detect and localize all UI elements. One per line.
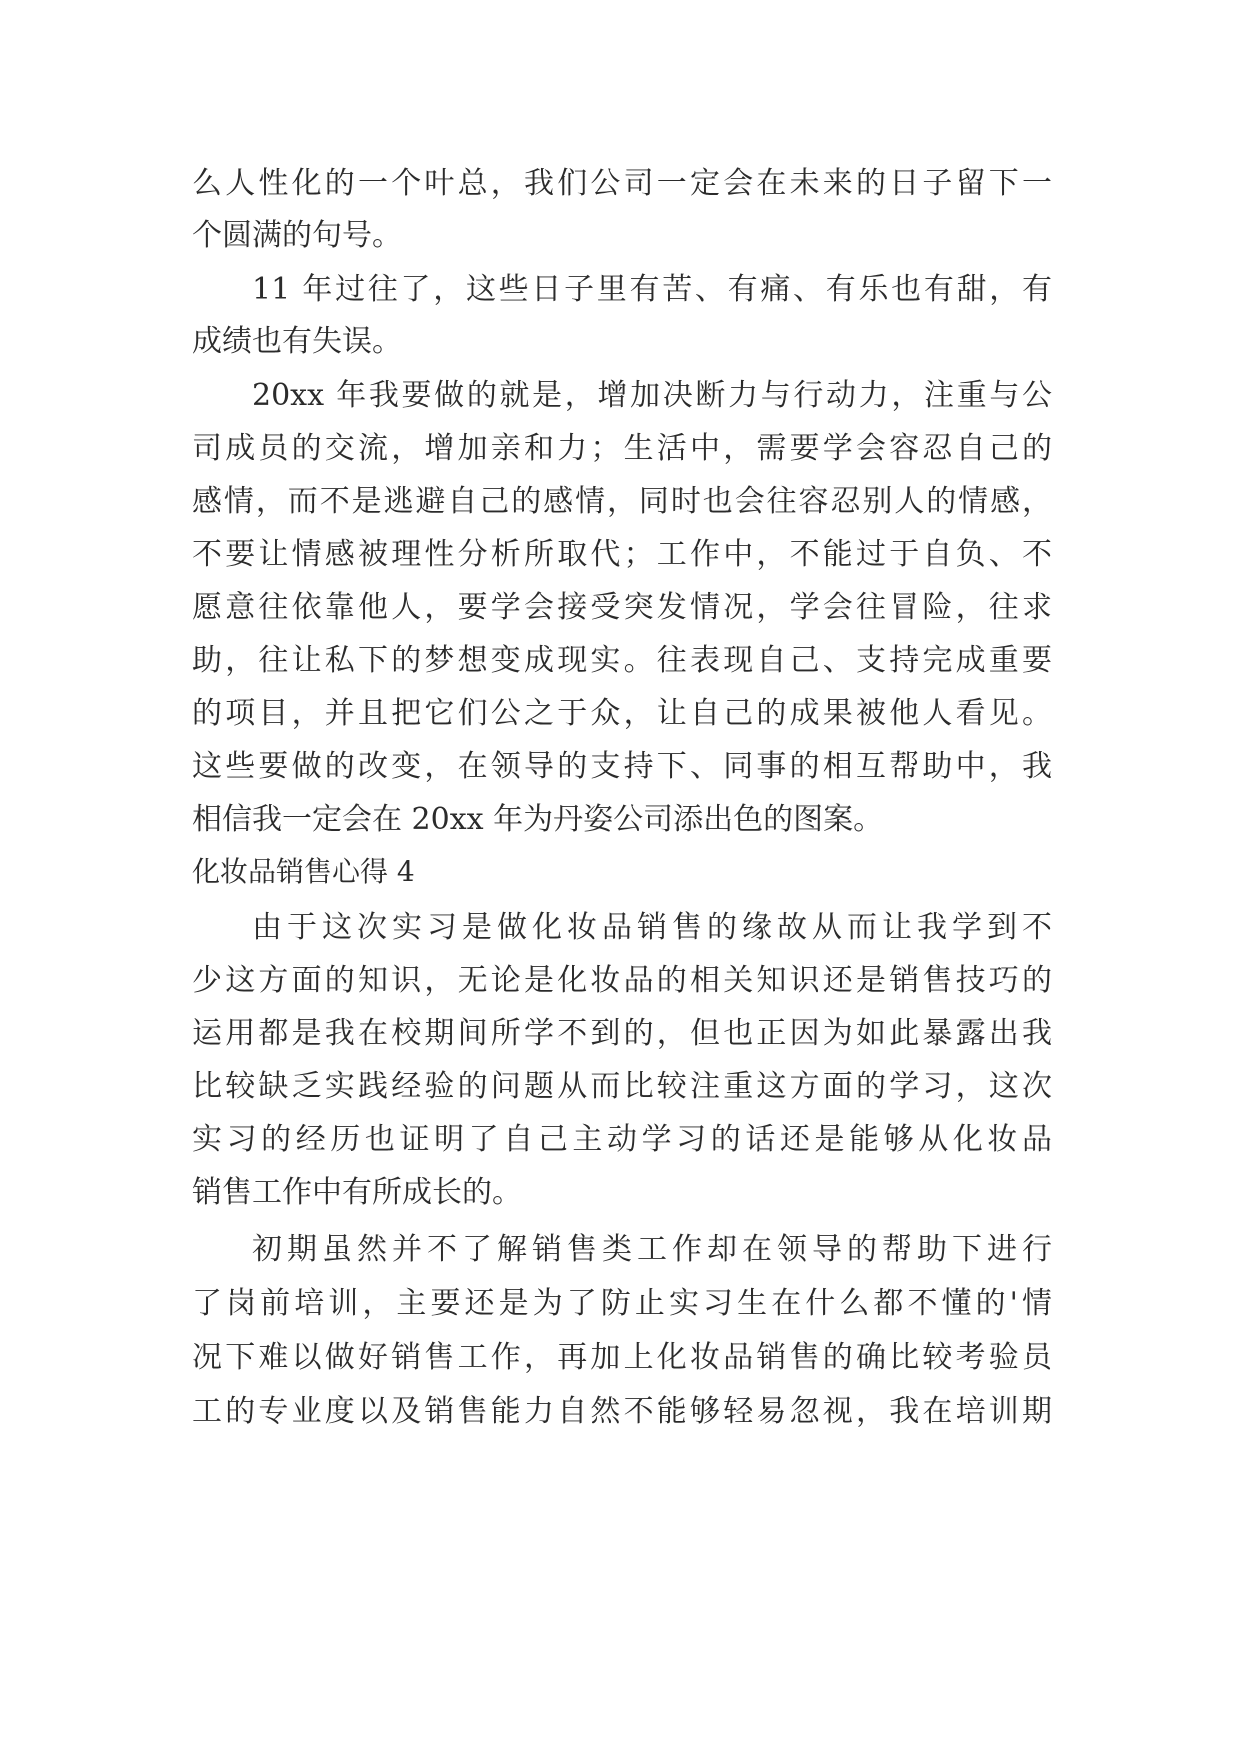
text-line: 20xx 年我要做的就是，增加决断力与行动力，注重与公	[252, 378, 1052, 413]
text-line: 不要让情感被理性分析所取代；工作中，不能过于自负、不	[192, 537, 1052, 572]
text-line: 初期虽然并不了解销售类工作却在领导的帮助下进行	[252, 1232, 1052, 1267]
text-line: 这些要做的改变，在领导的支持下、同事的相互帮助中，我	[192, 749, 1052, 784]
text-line: 成绩也有失误。	[192, 324, 402, 359]
text-line: 助，往让私下的梦想变成现实。往表现自己、支持完成重要	[192, 643, 1052, 678]
text-line: 感情，而不是逃避自己的感情，同时也会往容忍别人的情感，	[192, 484, 1052, 519]
text-line: 了岗前培训，主要还是为了防止实习生在什么都不懂的'情	[192, 1286, 1052, 1321]
text-line: 实习的经历也证明了自己主动学习的话还是能够从化妆品	[192, 1122, 1052, 1157]
text-line: 司成员的交流，增加亲和力；生活中，需要学会容忍自己的	[192, 431, 1052, 466]
text-line: 由于这次实习是做化妆品销售的缘故从而让我学到不	[252, 910, 1052, 945]
section-heading: 化妆品销售心得 4	[192, 855, 415, 888]
text-line: 11 年过往了，这些日子里有苦、有痛、有乐也有甜，有	[252, 272, 1052, 307]
text-line: 相信我一定会在 20xx 年为丹姿公司添出色的图案。	[192, 802, 884, 837]
text-line: 况下难以做好销售工作，再加上化妆品销售的确比较考验员	[192, 1340, 1052, 1375]
text-line: 工的专业度以及销售能力自然不能够轻易忽视，我在培训期	[192, 1394, 1052, 1429]
text-line: 运用都是我在校期间所学不到的，但也正因为如此暴露出我	[192, 1016, 1052, 1051]
text-line: 销售工作中有所成长的。	[192, 1175, 522, 1210]
text-line: 比较缺乏实践经验的问题从而比较注重这方面的学习，这次	[192, 1069, 1052, 1104]
text-line: 少这方面的知识，无论是化妆品的相关知识还是销售技巧的	[192, 963, 1052, 998]
text-line: 的项目，并且把它们公之于众，让自己的成果被他人看见。	[192, 696, 1052, 731]
text-line: 愿意往依靠他人，要学会接受突发情况，学会往冒险，往求	[192, 590, 1052, 625]
text-line: 么人性化的一个叶总，我们公司一定会在未来的日子留下一	[192, 166, 1052, 201]
text-line: 个圆满的句号。	[192, 218, 402, 253]
